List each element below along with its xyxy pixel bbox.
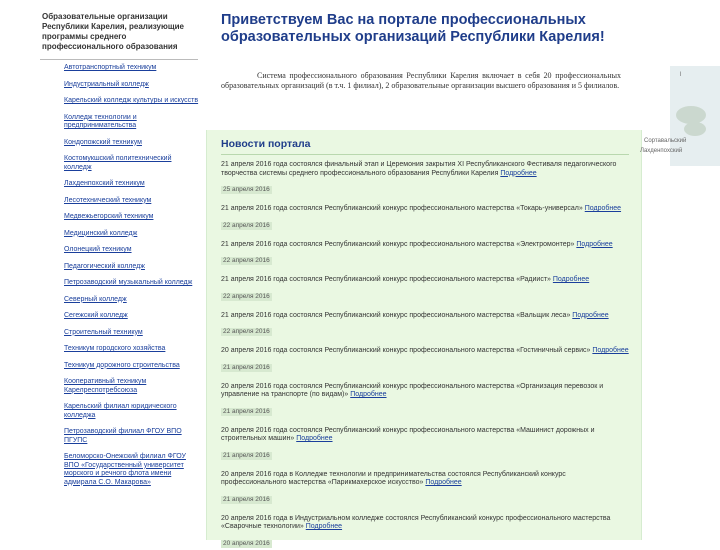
news-more-link[interactable]: Подробнее [425, 479, 462, 486]
news-text-block [221, 205, 629, 214]
news-more-link[interactable]: Подробнее [305, 523, 343, 530]
sidebar-link[interactable]: Кооперативный техникум Карелреспотребсоюза [64, 378, 147, 394]
news-text: 21 апреля 2016 года состоялся Республиканский конкурс профессионального мастерства «Токарь-универсал» [221, 205, 583, 212]
news-item [221, 347, 629, 374]
news-text: 20 апреля 2016 года состоялся Республиканский конкурс профессионального мастерства «Машинист дорожных и строительных машин» [221, 426, 595, 442]
news-date: 20 апреля 2016 [223, 539, 270, 547]
news-text: 21 апреля 2016 года состоялся финальный этап и Церемония закрытия XI Республиканского Фестиваля педагогического творчества системы среднего профессионального образования Республики Карелия [221, 161, 617, 177]
intro-paragraph: Система профессионального образования Республики Карелия включает в себя 20 профессиональных образовательных организаций (в т.ч. 1 филиал), 2 образовательные организации высшего образования и 5 филиалов. [221, 71, 621, 90]
news-text-block [221, 161, 629, 178]
news-more-link[interactable]: Подробнее [296, 435, 333, 442]
sidebar-link[interactable]: Лесотехнический техникум [64, 196, 152, 204]
sidebar-divider [40, 59, 198, 60]
sidebar-link[interactable]: Костомукшский политехнический колледж [64, 155, 172, 171]
sidebar-link[interactable]: Кондопожский техникум [64, 138, 142, 146]
news-heading: Новости портала [221, 138, 311, 150]
sidebar-link[interactable]: Олонецкий техникум [64, 246, 132, 253]
news-item [221, 205, 629, 232]
news-panel [206, 130, 642, 547]
sidebar-link[interactable]: Медицинский колледж [64, 229, 138, 237]
news-text-block [221, 312, 629, 321]
news-date: 22 апреля 2016 [223, 221, 270, 229]
news-item [221, 515, 629, 550]
news-item [221, 471, 629, 506]
news-text: 20 апреля 2016 года состоялся Республиканский конкурс профессионального мастерства «Организация перевозок и управление на транспорте (по видам)» [221, 382, 604, 398]
sidebar-link[interactable]: Техникум городского хозяйства [64, 345, 166, 352]
news-more-link[interactable]: Подробнее [584, 205, 622, 212]
sidebar-link[interactable]: Индустриальный колледж [64, 80, 149, 88]
news-text: 21 апреля 2016 года состоялся Республиканский конкурс профессионального мастерства «Радиист» [221, 276, 551, 283]
news-more-link[interactable]: Подробнее [576, 240, 613, 248]
sidebar [40, 12, 200, 495]
map-label-lakhdenpokhya: Лахденпохский [640, 148, 683, 154]
sidebar-link[interactable]: Карельский колледж культуры и искусств [64, 97, 199, 104]
news-more-link[interactable]: Подробнее [350, 391, 387, 398]
news-text-block [221, 471, 629, 488]
sidebar-title: Образовательные организации Республики Карелия, реализующие программы среднего профессионального образования [42, 12, 184, 51]
news-item [221, 161, 629, 196]
news-text: 21 апреля 2016 года состоялся Республиканский конкурс профессионального мастерства «Вальщик леса» [221, 311, 571, 319]
map-label-sortavala: Сортавальский [644, 138, 687, 144]
sidebar-link[interactable]: Строительный техникум [64, 328, 143, 336]
news-more-link[interactable]: Подробнее [500, 169, 537, 177]
sidebar-link[interactable]: Медвежьегорский техникум [64, 213, 154, 220]
news-text-block [221, 276, 629, 285]
news-date: 21 апреля 2016 [223, 495, 270, 503]
sidebar-link[interactable]: Северный колледж [64, 295, 127, 303]
region-map-fragment[interactable] [640, 60, 720, 170]
news-more-link[interactable]: Подробнее [592, 347, 629, 354]
news-item [221, 312, 629, 339]
news-date: 22 апреля 2016 [223, 257, 270, 264]
sidebar-link[interactable]: Сегежский колледж [64, 312, 128, 319]
sidebar-link[interactable]: Петрозаводский филиал ФГОУ ВПО ПГУПС [64, 428, 182, 444]
news-text-block [221, 427, 629, 444]
news-date: 21 апреля 2016 [223, 363, 270, 371]
sidebar-link[interactable]: Педагогический колледж [64, 262, 145, 270]
sidebar-link[interactable]: Карельский филиал юридического колледжа [64, 403, 177, 419]
news-divider [221, 154, 629, 155]
news-list [207, 161, 641, 550]
news-more-link[interactable]: Подробнее [572, 311, 609, 319]
news-item [221, 383, 629, 418]
sidebar-link[interactable]: Техникум дорожного строительства [64, 361, 180, 369]
sidebar-link[interactable]: Лахденпохский техникум [64, 180, 145, 187]
map-label-fragment: l [680, 72, 682, 78]
news-item [221, 276, 629, 303]
news-text-block [221, 241, 629, 250]
news-date: 22 апреля 2016 [223, 292, 270, 300]
sidebar-link[interactable]: Беломорско-Онежский филиал ФГОУ ВПО «Государственный университет морского и речного флота имени адмирала С.О. Макарова» [64, 453, 186, 486]
news-text: 20 апреля 2016 года состоялся Республиканский конкурс профессионального мастерства «Гостиничный сервис» [221, 347, 591, 354]
news-text-block [221, 515, 629, 532]
sidebar-link[interactable]: Автотранспортный техникум [64, 64, 157, 71]
news-text: 20 апреля 2016 года в Колледже технологии и предпринимательства состоялся Республиканский конкурс профессионального мастерства «Парикмахерское искусство» [221, 470, 566, 486]
news-date: 25 апреля 2016 [223, 186, 270, 193]
page-title: Приветствуем Вас на портале профессиональных образовательных организаций Республики Карелия! [221, 12, 605, 45]
map-region-shape [684, 122, 706, 136]
sidebar-list [40, 64, 200, 487]
news-date: 21 апреля 2016 [223, 451, 270, 459]
news-text-block [221, 383, 629, 400]
news-text: 21 апреля 2016 года состоялся Республиканский конкурс профессионального мастерства «Электромонтер» [221, 240, 575, 248]
news-more-link[interactable]: Подробнее [552, 276, 590, 283]
sidebar-link[interactable]: Петрозаводский музыкальный колледж [64, 279, 193, 286]
news-date: 21 апреля 2016 [223, 407, 270, 415]
news-text: 20 апреля 2016 года в Индустриальном колледже состоялся Республиканский конкурс профессионального мастерства «Сварочные технологии» [221, 514, 611, 530]
sidebar-link[interactable]: Колледж технологии и предпринимательства [64, 113, 137, 129]
news-date: 22 апреля 2016 [223, 328, 270, 335]
news-item [221, 241, 629, 268]
news-text-block [221, 347, 629, 356]
news-item [221, 427, 629, 462]
